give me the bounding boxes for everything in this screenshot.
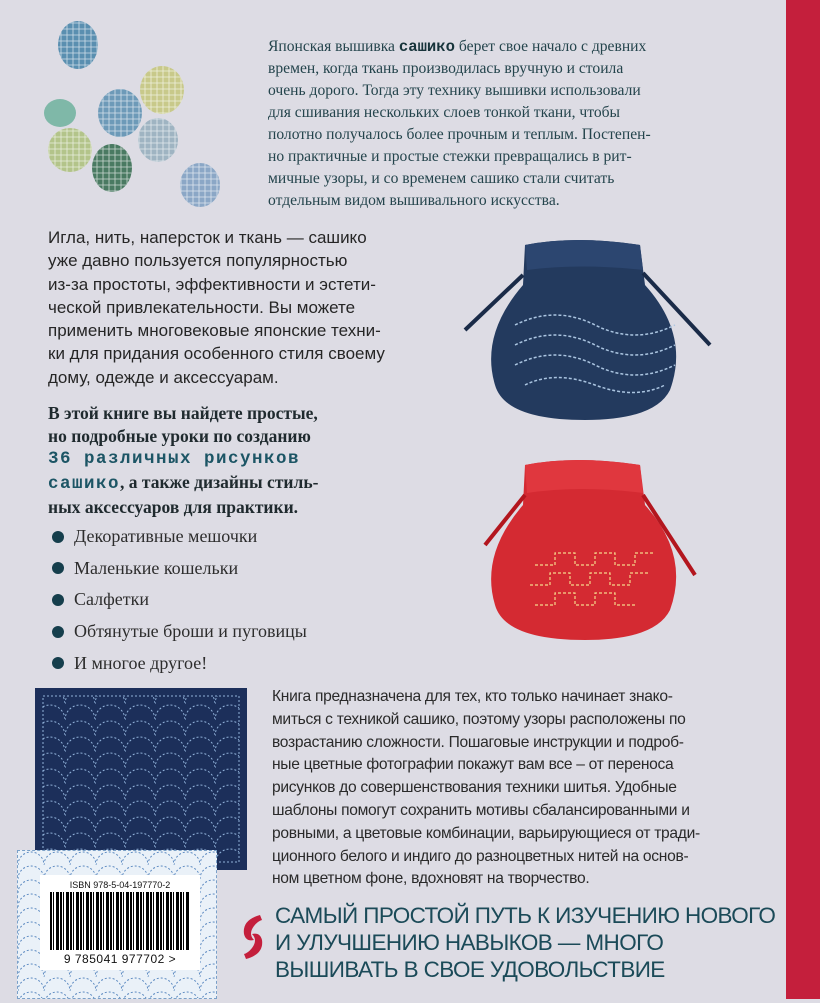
navy-drawstring-bag-photo (455, 225, 715, 425)
headline-line: САМЫЙ ПРОСТОЙ ПУТЬ К ИЗУЧЕНИЮ НОВОГО (275, 903, 776, 928)
paragraph-line: ровными, а цветовые комбинации, варьирующиеся от тради- (272, 824, 700, 842)
paragraph-line: из-за простоты, эффективности и эстети- (48, 274, 376, 294)
headline-line: И УЛУЧШЕНИЮ НАВЫКОВ — МНОГО (275, 930, 664, 955)
intro-line: очень дорого. Тогда эту технику вышивки использовали (268, 82, 641, 99)
ean-number: 9 785041 977702 > (63, 952, 177, 966)
red-spine-stripe (786, 0, 820, 999)
highlight-line: В этой книге вы найдете простые, (48, 403, 318, 423)
list-item-label: И многое другое! (74, 652, 208, 673)
intro-line: времен, когда ткань производилась вручную и стоила (268, 60, 624, 77)
audience-paragraph (272, 686, 782, 891)
list-item (52, 616, 307, 648)
headline-line: ВЫШИВАТЬ В СВОЕ УДОВОЛЬСТВИЕ (275, 957, 665, 982)
list-item (52, 647, 307, 679)
paragraph-line: дому, одежде и аксессуарам. (48, 367, 279, 387)
barcode-bars (50, 892, 190, 950)
tagline-headline (275, 902, 785, 983)
highlight-accent: 36 различных рисунков (48, 449, 301, 469)
contents-list (52, 521, 307, 679)
isbn-label: ISBN 978-5-04-197770-2 (69, 880, 171, 890)
intro-line: но практичные и простые стежки превращались в рит- (268, 148, 632, 165)
bullet-icon (52, 594, 64, 606)
paragraph-line: Игла, нить, наперсток и ткань — сашико (48, 228, 367, 247)
paragraph-line: ческой привлекательности. Вы можете (48, 297, 356, 317)
paragraph-line: применить многовековые японские техни- (48, 321, 381, 341)
intro-line: мичные узоры, и со временем сашико стали считать (268, 170, 615, 187)
paragraph-line: Книга предназначена для тех, кто только начинает знако- (272, 688, 673, 705)
paragraph-line: миться с техникой сашико, поэтому узоры расположены по (272, 710, 686, 728)
paragraph-line: шаблоны помогут сохранить мотивы сбалансированными и (272, 801, 690, 819)
intro-line: для сшивания нескольких слоев тонкой ткани, чтобы (268, 104, 621, 121)
list-item (52, 521, 307, 553)
stone-button (58, 21, 98, 69)
highlight-line: но подробные уроки по созданию (48, 426, 311, 446)
list-item-label: Декоративные мешочки (74, 526, 258, 547)
list-item-label: Салфетки (74, 589, 150, 610)
highlight-text: , а также дизайны стиль- (120, 472, 319, 492)
intro-text: Японская вышивка (268, 38, 399, 55)
bullet-icon (52, 657, 64, 669)
sashiko-buttons-photo (40, 20, 220, 210)
bullet-icon (52, 626, 64, 638)
list-item (52, 553, 307, 585)
paragraph-line: ные цветные фотографии покажут вам все – от переноса (272, 756, 674, 774)
paragraph-line: ном цветном фоне, вдохновят на творчество. (272, 870, 590, 888)
intro-paragraph (268, 36, 788, 212)
book-highlight-paragraph (48, 402, 448, 519)
tools-paragraph (48, 226, 438, 389)
intro-line: полотно получалось более прочным и теплым. Постепен- (268, 126, 651, 143)
sashiko-keyword: сашико (398, 38, 456, 56)
bullet-icon (52, 531, 64, 543)
highlight-accent: сашико (48, 474, 121, 494)
paragraph-line: ционного белого и индиго до разноцветных нитей на основ- (272, 847, 689, 865)
publisher-logo-icon (240, 912, 266, 962)
paragraph-line: рисунков до совершенствования техники шитья. Удобные (272, 779, 677, 797)
highlight-line: ных аксессуаров для практики. (48, 497, 299, 517)
paragraph-line: уже давно пользуется популярностью (48, 251, 348, 271)
list-item-label: Маленькие кошельки (74, 557, 239, 578)
isbn-barcode (40, 875, 200, 970)
paragraph-line: возрастанию сложности. Пошаговые инструкции и подроб- (272, 733, 684, 751)
list-item (52, 584, 307, 616)
bullet-icon (52, 562, 64, 574)
list-item-label: Обтянутые броши и пуговицы (74, 621, 307, 642)
red-drawstring-bag-photo (455, 455, 715, 655)
stone-button (44, 99, 76, 127)
intro-line: отдельным видом вышивального искусства. (268, 192, 560, 209)
intro-text: берет свое начало с древних (455, 38, 647, 55)
paragraph-line: ки для придания особенного стиля своему (48, 344, 385, 364)
navy-sashiko-cloth-photo (35, 688, 247, 870)
